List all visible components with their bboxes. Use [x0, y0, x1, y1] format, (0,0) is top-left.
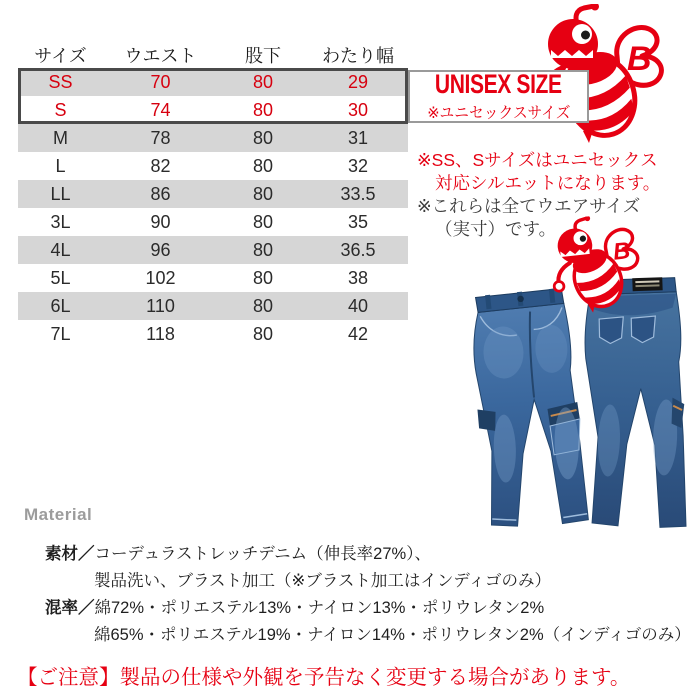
cell-watari: 33.5 — [340, 183, 376, 204]
cell-waist: 70 — [150, 71, 171, 92]
table-row — [18, 180, 408, 208]
unisex-badge-title: UNISEX SIZE — [435, 68, 562, 99]
note-line-red-1: ※SS、Sサイズはユニセックス — [417, 150, 658, 170]
col-header-inseam: 股下 — [245, 46, 281, 66]
col-header-size: サイズ — [34, 46, 87, 66]
size-table-header — [18, 42, 408, 68]
material-label-konritsu: 混率／ — [45, 599, 95, 617]
notice-text: 【ご注意】製品の仕様や外観を予告なく変更する場合があります。 — [17, 666, 631, 689]
cell-inseam: 80 — [252, 323, 274, 344]
cell-watari: 29 — [347, 71, 369, 92]
cell-waist: 96 — [150, 239, 171, 260]
cell-size: 5L — [50, 267, 71, 288]
cell-waist: 102 — [145, 267, 176, 288]
table-row — [18, 96, 408, 124]
cell-watari: 31 — [347, 127, 369, 148]
size-table — [18, 42, 408, 348]
cell-watari: 40 — [347, 295, 369, 316]
table-row — [18, 124, 408, 152]
cell-watari: 38 — [347, 267, 369, 288]
cell-inseam: 80 — [252, 295, 274, 316]
cell-inseam: 80 — [252, 71, 274, 92]
cell-waist: 86 — [150, 183, 171, 204]
jeans-front-view — [472, 288, 589, 528]
cell-size: L — [55, 155, 66, 176]
material-heading: Material — [24, 505, 93, 524]
cell-waist: 118 — [146, 323, 175, 344]
note-line-red-2: 対応シルエットになります。 — [435, 173, 661, 193]
material-text: 製品洗い、ブラスト加工（※ブラスト加工はインディゴのみ） — [94, 572, 552, 590]
cell-inseam: 80 — [252, 99, 274, 120]
cell-inseam: 80 — [252, 267, 274, 288]
cell-size: 6L — [50, 295, 71, 316]
table-row — [18, 236, 408, 264]
material-text: 綿65%・ポリエステル19%・ナイロン14%・ポリウレタン2%（インディゴのみ） — [94, 626, 691, 644]
material-label-sozai: 素材／ — [45, 545, 95, 563]
table-row — [18, 264, 408, 292]
table-row — [18, 320, 408, 348]
cell-inseam: 80 — [252, 239, 274, 260]
unisex-size-badge — [408, 70, 589, 123]
cell-watari: 32 — [347, 155, 369, 176]
cell-inseam: 80 — [252, 155, 274, 176]
table-row — [18, 152, 408, 180]
cell-watari: 42 — [347, 323, 369, 344]
cell-size: M — [53, 127, 68, 148]
cell-inseam: 80 — [252, 211, 274, 232]
cell-inseam: 80 — [252, 127, 274, 148]
cell-waist: 90 — [150, 211, 171, 232]
bee-mascot-small-icon — [543, 211, 647, 317]
cell-inseam: 80 — [252, 183, 274, 204]
size-table-body — [18, 68, 408, 348]
col-header-watari: わたり幅 — [322, 46, 394, 66]
table-row — [18, 68, 408, 96]
note-line-black-2: （実寸）です。 — [435, 219, 557, 239]
cell-waist: 82 — [150, 155, 171, 176]
material-spec — [45, 541, 691, 649]
cell-watari: 30 — [347, 99, 369, 120]
cell-watari: 36.5 — [340, 239, 376, 260]
cell-size: 3L — [50, 211, 71, 232]
material-text: 綿72%・ポリエステル13%・ナイロン13%・ポリウレタン2% — [94, 599, 545, 617]
table-row — [18, 208, 408, 236]
cell-waist: 78 — [150, 127, 171, 148]
col-header-waist: ウエスト — [124, 46, 197, 66]
material-text: コーデュラストレッチデニム（伸長率27%）、 — [94, 545, 431, 563]
unisex-badge-subtitle: ※ユニセックスサイズ — [426, 104, 571, 122]
cell-watari: 35 — [347, 211, 369, 232]
cell-size: 4L — [50, 239, 71, 260]
cell-size: SS — [48, 71, 73, 92]
cell-waist: 110 — [146, 295, 175, 316]
note-line-black-1: ※これらは全てウエアサイズ — [417, 196, 641, 216]
cell-size: LL — [50, 183, 71, 204]
cell-size: S — [54, 99, 67, 120]
cell-waist: 74 — [150, 99, 171, 120]
table-row — [18, 292, 408, 320]
cell-size: 7L — [50, 323, 71, 344]
